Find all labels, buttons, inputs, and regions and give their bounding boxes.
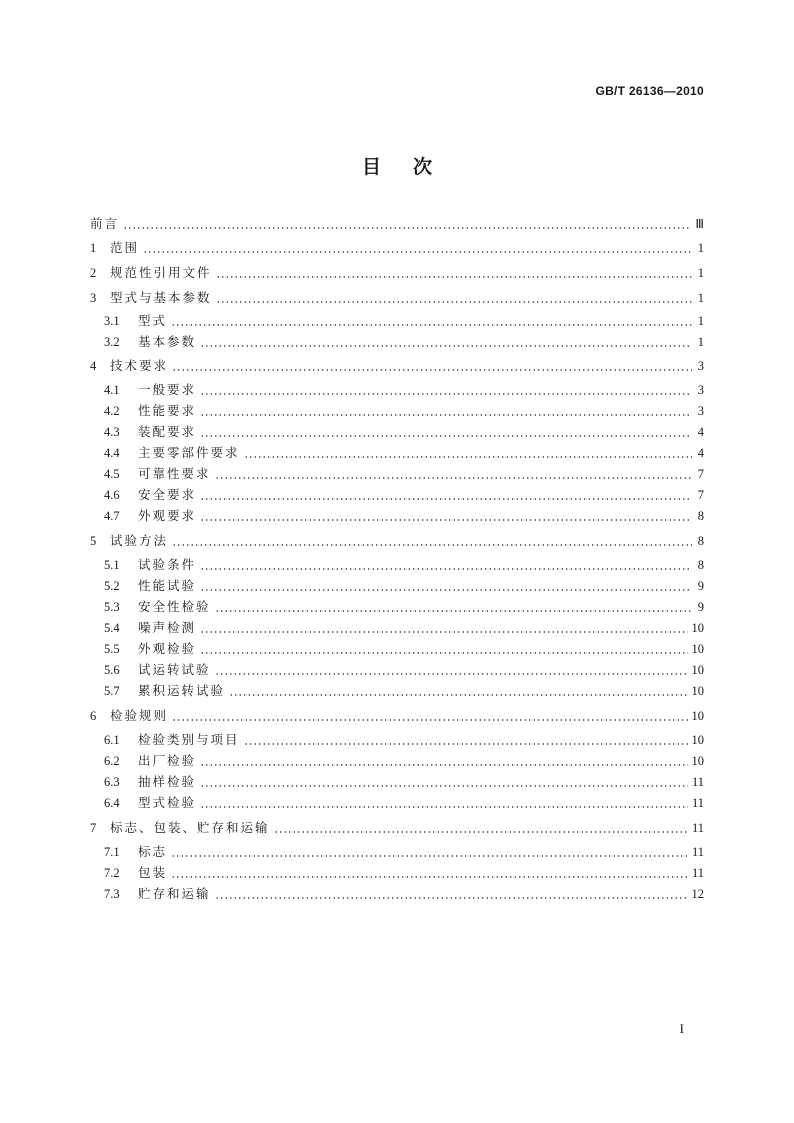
toc-entry-title: 标志 [138,844,168,859]
toc-leader-dots [244,446,692,460]
toc-entry-number: 6.1 [104,733,120,747]
toc-entry[interactable] [104,884,704,904]
toc-entry-title: 范围 [110,240,140,255]
toc-entry[interactable] [104,422,704,442]
toc-entry-number: 5.3 [104,600,120,614]
toc-entry[interactable] [104,639,704,659]
toc-entry-page: 11 [691,796,704,810]
toc-entry-page: 11 [691,845,704,859]
toc-entry-page: 11 [691,821,704,835]
toc-entry-number: 4.1 [104,383,120,397]
toc-entry[interactable] [104,730,704,750]
toc-entry-number: 1 [90,241,97,255]
toc-entry-title: 装配要求 [138,424,197,439]
toc-entry-title: 标志、包装、贮存和运输 [110,820,270,835]
toc-entry-number: 6 [90,709,97,723]
toc-entry-title: 安全性检验 [138,599,211,614]
toc-entry-number: 4.5 [104,467,120,481]
toc-entry[interactable] [104,576,704,596]
toc-entry-title: 噪声检测 [138,620,197,635]
toc-entry[interactable] [104,311,704,331]
toc-entry-title: 试验条件 [138,557,197,572]
toc-entry[interactable] [104,443,704,463]
toc-entry-page: 10 [691,621,704,635]
toc-leader-dots [200,488,692,502]
toc-entry-number: 5.6 [104,663,120,677]
toc-leader-dots [200,383,692,397]
toc-leader-dots [143,241,692,255]
toc-entry-page: 3 [697,383,704,397]
toc-leader-dots [229,684,687,698]
toc-entry-number: 7 [90,821,97,835]
toc-entry-page: 10 [691,684,704,698]
toc-entry-page: 8 [697,534,704,548]
toc-entry-number: 3 [90,291,97,305]
toc-entry[interactable] [104,485,704,505]
toc-leader-dots [200,775,688,789]
toc-entry-title: 抽样检验 [138,774,197,789]
toc-leader-dots [200,558,692,572]
toc-entry-number: 4.7 [104,509,120,523]
toc-entry-page: 8 [697,509,704,523]
toc-leader-dots [171,845,688,859]
toc-entry-page: 11 [691,866,704,880]
toc-entry[interactable] [104,793,704,813]
toc-entry[interactable] [104,681,704,701]
toc-entry[interactable] [104,618,704,638]
toc-entry[interactable] [104,660,704,680]
toc-entry-number: 6.4 [104,796,120,810]
toc-leader-dots [215,887,688,901]
toc-leader-dots [200,335,692,349]
toc-entry[interactable] [104,842,704,862]
toc-entry-number: 5.7 [104,684,120,698]
toc-entry[interactable] [90,238,704,258]
toc-entry[interactable] [90,531,704,551]
toc-entry[interactable] [90,706,704,726]
toc-entry-page: Ⅲ [695,217,704,231]
toc-entry-number: 5.1 [104,558,120,572]
toc-entry-number: 7.1 [104,845,120,859]
toc-entry-title: 可靠性要求 [138,466,211,481]
toc-entry[interactable] [104,597,704,617]
toc-entry-title: 累积运转试验 [138,683,226,698]
toc-entry[interactable] [90,288,704,308]
toc-leader-dots [215,467,692,481]
toc-entry[interactable] [104,464,704,484]
toc-entry-page: 1 [697,291,704,305]
toc-leader-dots [172,709,687,723]
toc-entry-page: 1 [697,241,704,255]
toc-leader-dots [200,579,692,593]
toc-entry[interactable] [104,332,704,352]
toc-leader-dots [200,425,692,439]
toc-entry-page: 7 [697,488,704,502]
toc-entry-page: 10 [691,709,704,723]
toc-entry-page: 10 [691,663,704,677]
toc-entry-number: 4.3 [104,425,120,439]
toc-entry-number: 6.3 [104,775,120,789]
toc-entry-number: 5.5 [104,642,120,656]
toc-entry-page: 10 [691,642,704,656]
toc-entry[interactable] [104,555,704,575]
toc-entry[interactable] [90,263,704,283]
toc-leader-dots [216,291,692,305]
toc-entry-number: 4.2 [104,404,120,418]
toc-entry-number: 7.2 [104,866,120,880]
toc-entry-title: 外观要求 [138,508,197,523]
toc-entry-page: 12 [691,887,704,901]
toc-leader-dots [274,821,688,835]
toc-entry-page: 10 [691,733,704,747]
toc-entry-page: 1 [697,266,704,280]
toc-entry-page: 1 [697,314,704,328]
page-number: I [679,1021,684,1036]
toc-entry-page: 10 [691,754,704,768]
toc-leader-dots [200,754,687,768]
toc-entry-number: 3.1 [104,314,120,328]
toc-entry-title: 基本参数 [138,334,197,349]
toc-entry-title: 规范性引用文件 [110,265,212,280]
toc-entry-page: 4 [697,446,704,460]
toc-entry-number: 4.4 [104,446,120,460]
toc-entry-number: 6.2 [104,754,120,768]
toc-entry[interactable] [104,863,704,883]
toc-entry-page: 3 [697,404,704,418]
toc-entry-number: 3.2 [104,335,120,349]
toc-leader-dots [200,404,692,418]
standard-code: GB/T 26136—2010 [595,84,704,98]
toc-entry-title: 贮存和运输 [138,886,211,901]
toc-entry-title: 检验规则 [110,708,169,723]
toc-leader-dots [172,359,692,373]
toc-entry-page: 7 [697,467,704,481]
toc-entry-page: 4 [697,425,704,439]
toc-leader-dots [123,217,691,231]
toc-entry-title: 试运转试验 [138,662,211,677]
toc-entry[interactable] [104,506,704,526]
toc-entry-title: 安全要求 [138,487,197,502]
toc-entry[interactable] [90,356,704,376]
toc-entry-title: 包装 [138,865,168,880]
toc-entry-page: 11 [691,775,704,789]
toc-leader-dots [200,509,692,523]
toc-entry-number: 2 [90,266,97,280]
toc-leader-dots [215,663,688,677]
toc-entry-title: 型式检验 [138,795,197,810]
toc-entry-number: 4 [90,359,97,373]
page-title: 目次 [361,156,464,178]
toc-entry-number: 5.4 [104,621,120,635]
toc-entry-title: 前言 [90,216,120,231]
toc-leader-dots [172,534,692,548]
toc-entry-page: 3 [697,359,704,373]
toc-entry-page: 1 [697,335,704,349]
toc-entry-page: 8 [697,558,704,572]
toc-leader-dots [244,733,688,747]
toc-entry-number: 4.6 [104,488,120,502]
toc-entry[interactable] [104,380,704,400]
toc-entry-title: 出厂检验 [138,753,197,768]
toc-entry-number: 5.2 [104,579,120,593]
toc-entry-title: 型式与基本参数 [110,290,212,305]
toc-leader-dots [171,314,692,328]
toc-entry-title: 性能要求 [138,403,197,418]
toc-entry-number: 5 [90,534,97,548]
toc-entry-title: 试验方法 [110,533,169,548]
toc-entry-page: 9 [697,600,704,614]
toc-leader-dots [200,796,688,810]
toc-leader-dots [215,600,692,614]
toc-entry[interactable] [104,401,704,421]
toc-entry[interactable] [90,214,704,234]
toc-entry-title: 外观检验 [138,641,197,656]
toc-entry[interactable] [104,772,704,792]
toc-entry[interactable] [104,751,704,771]
toc-leader-dots [171,866,688,880]
toc-entry-title: 检验类别与项目 [138,732,240,747]
toc-entry-title: 技术要求 [110,358,169,373]
toc-leader-dots [216,266,692,280]
toc-leader-dots [200,621,687,635]
toc-entry-title: 主要零部件要求 [138,445,240,460]
toc-entry-title: 型式 [138,313,168,328]
toc-leader-dots [200,642,687,656]
toc-entry-title: 一般要求 [138,382,197,397]
toc-entry-number: 7.3 [104,887,120,901]
toc-entry[interactable] [90,818,704,838]
toc-entry-title: 性能试验 [138,578,197,593]
toc-entry-page: 9 [697,579,704,593]
